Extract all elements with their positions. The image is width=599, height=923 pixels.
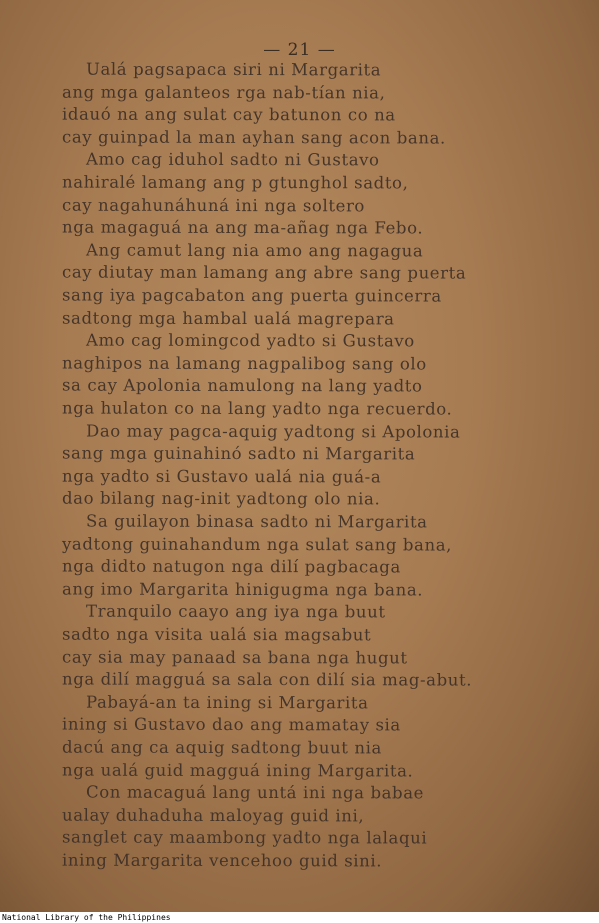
text-line: Amo cag iduhol sadto ni Gustavo bbox=[85, 150, 380, 170]
text-line: Ualá pagsapaca siri ni Margarita bbox=[85, 59, 382, 80]
text-line: cay guinpad la man ayhan sang acon bana. bbox=[61, 127, 446, 148]
text-line: Tranquilo caayo ang iya nga buut bbox=[85, 601, 386, 622]
library-credit: National Library of the Philippines bbox=[2, 913, 171, 922]
text-line: nga hulaton co na lang yadto nga recuerdo. bbox=[61, 398, 453, 419]
text-line: cay diutay man lamang ang abre sang puerta bbox=[61, 262, 467, 283]
text-line: sang mga guinahinó sadto ni Margarita bbox=[61, 443, 416, 464]
text-line: sang iya pagcabaton ang puerta guincerra bbox=[61, 285, 442, 306]
text-line: cay nagahunáhuná ini nga soltero bbox=[61, 195, 366, 215]
text-line: yadtong guinahandum nga sulat sang bana, bbox=[61, 534, 453, 555]
text-line: ang mga galanteos rga nab-tían nia, bbox=[61, 82, 386, 103]
text-line: Amo cag lomingcod yadto si Gustavo bbox=[85, 330, 415, 351]
text-line: nga didto natugon nga dilí pagbacaga bbox=[61, 556, 401, 577]
text-line: Sa guilayon binasa sadto ni Margarita bbox=[85, 511, 428, 532]
page-number: — 21 — bbox=[263, 40, 336, 60]
text-line: sadto nga visita ualá sia magsabut bbox=[61, 624, 372, 645]
text-line: nga yadto si Gustavo ualá nia guá-a bbox=[61, 466, 382, 487]
text-line: sa cay Apolonia namulong na lang yadto bbox=[61, 375, 423, 396]
text-line: nahiralé lamang ang p gtunghol sadto, bbox=[61, 172, 409, 193]
text-line: nga dilí magguá sa sala con dilí sia mag-abut. bbox=[61, 669, 473, 690]
text-line: sadtong mga hambal ualá magrepara bbox=[61, 308, 395, 329]
text-line: naghipos na lamang nagpalibog sang olo bbox=[61, 353, 427, 374]
text-line: Ang camut lang nia amo ang nagagua bbox=[85, 240, 424, 261]
text-line: ining si Gustavo dao ang mamatay sia bbox=[61, 714, 401, 735]
text-line: idauó na ang sulat cay batunon co na bbox=[61, 104, 396, 125]
text-line: Con macaguá lang untá ini nga babae bbox=[85, 782, 425, 803]
text-line: ining Margarita vencehoo guid sini. bbox=[61, 850, 383, 871]
text-line: dao bilang nag-init yadtong olo nia. bbox=[61, 488, 381, 509]
text-line: dacú ang ca aquig sadtong buut nia bbox=[61, 737, 382, 758]
text-line: cay sia may panaad sa bana nga hugut bbox=[61, 647, 408, 668]
text-line: sanglet cay maambong yadto nga lalaqui bbox=[61, 827, 428, 848]
text-line: nga magaguá na ang ma-añag nga Febo. bbox=[61, 217, 424, 238]
text-line: Dao may pagca-aquig yadtong si Apolonia bbox=[85, 421, 461, 442]
text-line: ang imo Margarita hinigugma nga bana. bbox=[61, 579, 424, 600]
text-line: nga ualá guid magguá ining Margarita. bbox=[61, 760, 414, 781]
text-line: ualay duhaduha maloyag guid ini, bbox=[61, 805, 365, 826]
text-line: Pabayá-an ta ining si Margarita bbox=[85, 692, 369, 713]
